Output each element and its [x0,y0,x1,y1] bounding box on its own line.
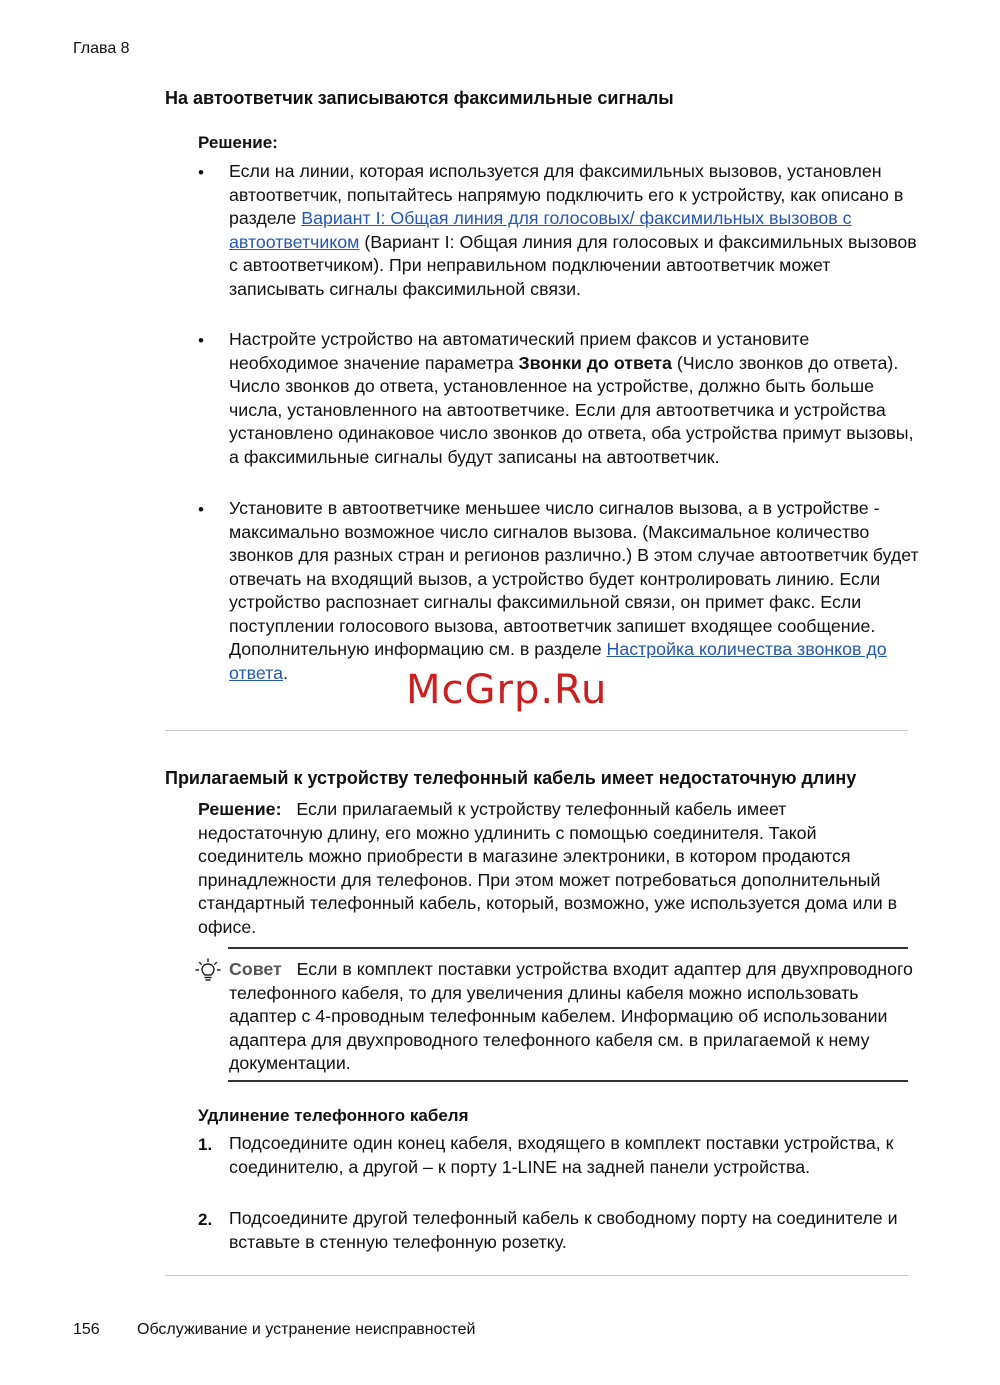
tip-label: Совет [229,959,282,979]
subsection-title: Удлинение телефонного кабеля [198,1106,469,1125]
footer-section-title: Обслуживание и устранение неисправностей [137,1321,476,1338]
watermark: McGrp.Ru [406,667,608,713]
tip-text: Если в комплект поставки устройства входит адаптер для двухпроводного телефонного кабеля, то для увеличения длины кабеля можно использовать адаптер с 4-проводным телефонным кабелем. Информацию об использовании адаптера для двухпроводного телефонного кабеля см. в прилагаемой к нему документации. [229,959,913,1073]
solution-label: Решение: [198,799,282,819]
step-number: 2. [198,1210,213,1229]
rings-to-answer-setting: Звонки до ответа [518,352,672,373]
bullet-2-text-end: (Число звонков до ответа). Число звонков до ответа, установленное на устройстве, должно быть больше числа, установленного на автоответчике. Если для автоответчика и устройства установлено одинаковое число звонков до ответа, оба устройства примут вызовы, а факсимильные сигналы будут записаны на автоответчик. [229,352,914,467]
lightbulb-icon [195,958,221,984]
bullet-marker: • [198,500,204,519]
bullet-3-text-end: . [283,662,288,683]
step-number: 1. [198,1135,213,1154]
tip-bottom-rule [228,1080,908,1082]
section-title-cable-length: Прилагаемый к устройству телефонный кабель имеет недостаточную длину [165,768,857,788]
bullet-item-1 [229,160,919,301]
section-divider [165,730,908,731]
bullet-3-text: Установите в автоответчике меньшее число сигналов вызова, а в устройстве - максимально возможное число сигналов вызова. (Максимальное количество звонков для разных стран и регионов различно.) В этом случае автоответчик будет отвечать на входящий вызов, а устройство будет контролировать линию. Если устройство распознает сигналы факсимильной связи, он примет факс. Если поступлении голосового вызова, автоответчик запишет входящее сообщение. Дополнительную информацию см. в разделе [229,498,919,659]
step-2-text: Подсоедините другой телефонный кабель к свободному порту на соединителе и вставьте в стенную телефонную розетку. [229,1208,898,1252]
section-title-fax-signals: На автоответчик записываются факсимильные сигналы [165,88,674,108]
link-rings-setup[interactable]: Настройка количества звонков до ответа [229,639,887,683]
link-option-1[interactable]: Вариант I: Общая линия для голосовых/ факсимильных вызовов с автоответчиком [229,208,852,252]
footer-divider [165,1275,908,1276]
tip-paragraph [229,958,914,1076]
chapter-label: Глава 8 [73,40,130,57]
bullet-1-text: Если на линии, которая используется для факсимильных вызовов, установлен автоответчик, попытайтесь напрямую подключить его к устройству, как описано в разделе [229,161,904,228]
solution-label: Решение: [198,133,278,152]
bullet-2-text: Настройте устройство на автоматический прием факсов и установите необходимое значение параметра [229,329,810,373]
page-number: 156 [73,1321,100,1338]
bullet-marker: • [198,331,204,350]
bullet-item-2 [229,328,919,469]
bullet-item-3 [229,497,919,685]
step-1-text: Подсоедините один конец кабеля, входящего в комплект поставки устройства, к соединителю, а другой – к порту 1-LINE на задней панели устройства. [229,1133,894,1177]
solution-text: Если прилагаемый к устройству телефонный кабель имеет недостаточную длину, его можно удлинить с помощью соединителя. Такой соединитель можно приобрести в магазине электроники, в котором продаются принадлежности для телефонов. При этом может потребоваться дополнительный стандартный телефонный кабель, который, возможно, уже используется дома или в офисе. [198,799,898,937]
solution-paragraph [198,798,913,939]
bullet-marker: • [198,163,204,182]
tip-top-rule [228,947,908,949]
bullet-1-text-end: (Вариант I: Общая линия для голосовых и факсимильных вызовов с автоответчиком). При неправильном подключении автоответчик может записывать сигналы факсимильной связи. [229,231,917,299]
